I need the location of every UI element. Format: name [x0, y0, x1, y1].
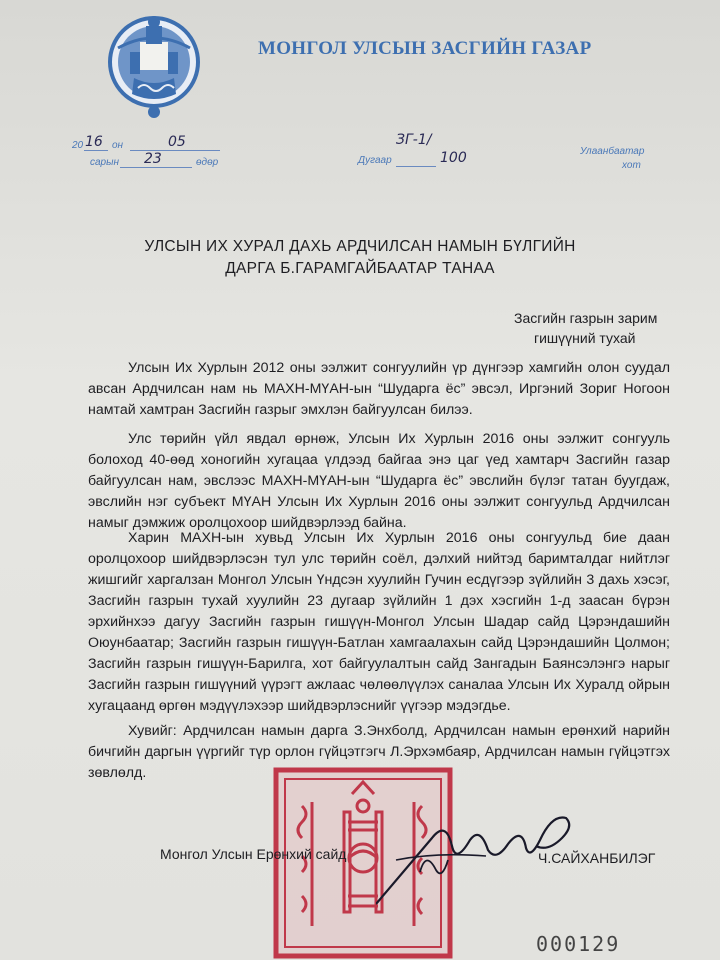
- paragraph-1: Улсын Их Хурлын 2012 оны ээлжит сонгуулийн үр дүнгээр хамгийн олон суудал авсан Ардчилсан нам нь МАХН-МҮАН-ын “Шударга ёс” эвсэл, Иргэний Зориг Ногоон намтай хамтран Засгийн газрыг эмхлэн байгуулсан билээ.: [88, 360, 670, 418]
- number-underline: [396, 166, 436, 167]
- subject-line-2: гишүүний тухай: [534, 330, 636, 346]
- mongolian-state-emblem-icon: [104, 8, 204, 120]
- number-handwritten-2: 100: [440, 150, 467, 166]
- year-prefix: 20: [72, 140, 84, 151]
- city-name: Улаанбаатар: [580, 146, 645, 157]
- copy-note: Хувийг: Ардчилсан намын дарга З.Энхболд, Ардчилсан намын ерөнхий нарийн бичгийн даргын үүргийг түр орлон гүйцэтгэгч Л.Эрхэмбаяр, Ардчилсан намын гүйцэтгэх зөвлөлд.: [88, 723, 670, 781]
- city-suffix: хот: [622, 160, 641, 171]
- year-handwritten: 16: [85, 134, 103, 150]
- month-label: сарын: [90, 157, 119, 168]
- paragraph-2: Улс төрийн үйл явдал өрнөж, Улсын Их Хурлын 2016 оны ээлжит сонгууль болоход 40-өөд хоногийн хугацаа үлдээд байгаа энэ цаг үед хамтарч Засгийн газар байгуулсан нам, эвслээс МАХН-МҮАН-ын “Шударга ёс” эвслийн бүлэг татан буугдаж, эвслийн нэг субъект МҮАН Улсын Их Хурлын 2016 оны ээлжит сонгуульд Ардчилсан намыг дэмжиж оролцохоор шийдвэрлээд байна.: [88, 431, 670, 531]
- day-underline: [120, 167, 192, 168]
- recipient-line-2: ДАРГА Б.ГАРАМГАЙБААТАР ТАНАА: [225, 260, 495, 277]
- month-handwritten: 05: [168, 134, 186, 150]
- signer-position: Монгол Улсын Ерөнхий сайд: [160, 846, 347, 862]
- number-label: Дугаар: [358, 155, 392, 166]
- year-underline: [84, 150, 108, 151]
- day-label: өдөр: [196, 157, 219, 168]
- year-label: он: [112, 140, 124, 151]
- serial-number: 000129: [536, 932, 621, 956]
- subject-line-1: Засгийн газрын зарим: [514, 310, 658, 326]
- government-title: МОНГОЛ УЛСЫН ЗАСГИЙН ГАЗАР: [258, 38, 592, 59]
- number-handwritten: ЗГ-1/: [396, 132, 432, 148]
- recipient-line-1: УЛСЫН ИХ ХУРАЛ ДАХЬ АРДЧИЛСАН НАМЫН БҮЛГИЙН: [144, 238, 576, 255]
- paragraph-3: Харин МАХН-ын хувьд Улсын Их Хурлын 2016 оны сонгуульд бие даан оролцохоор шийдвэрлэсэн тул улс төрийн соёл, дэлхий нийтэд баримталдаг нийтлэг жишгийг харгалзан Монгол Улсын Үндсэн хуулийн Гучин есдүгээр зүйлийн 3 дахь хэсэг, Засгийн газрын тухай хуулийн 23 дугаар зүйлийн 1 дэх хэсгийн 1-д заасан бүрэн эрхийнхээ дагуу Засгийн газрын гишүүн-Монгол Улсын Шадар сайд Цэрэндашийн Оюунбаатар; Засгийн газрын гишүүн-Батлан хамгаалахын сайд Цэрэндашийн Цолмон; Засгийн газрын гишүүн-Барилга, хот байгуулалтын сайд Зангадын Баянсэлэнгэ нарыг Засгийн газрын гишүүний үүрэгт ажлаас чөлөөлүүлэх саналаа Улсын Их Хуралд ойрын хугацаанд өргөн мэдүүлэхээр шийдвэрлэснийг үүгээр мэдэгдье.: [88, 530, 670, 714]
- day-handwritten: 23: [144, 151, 162, 167]
- signer-name: Ч.САЙХАНБИЛЭГ: [538, 850, 656, 866]
